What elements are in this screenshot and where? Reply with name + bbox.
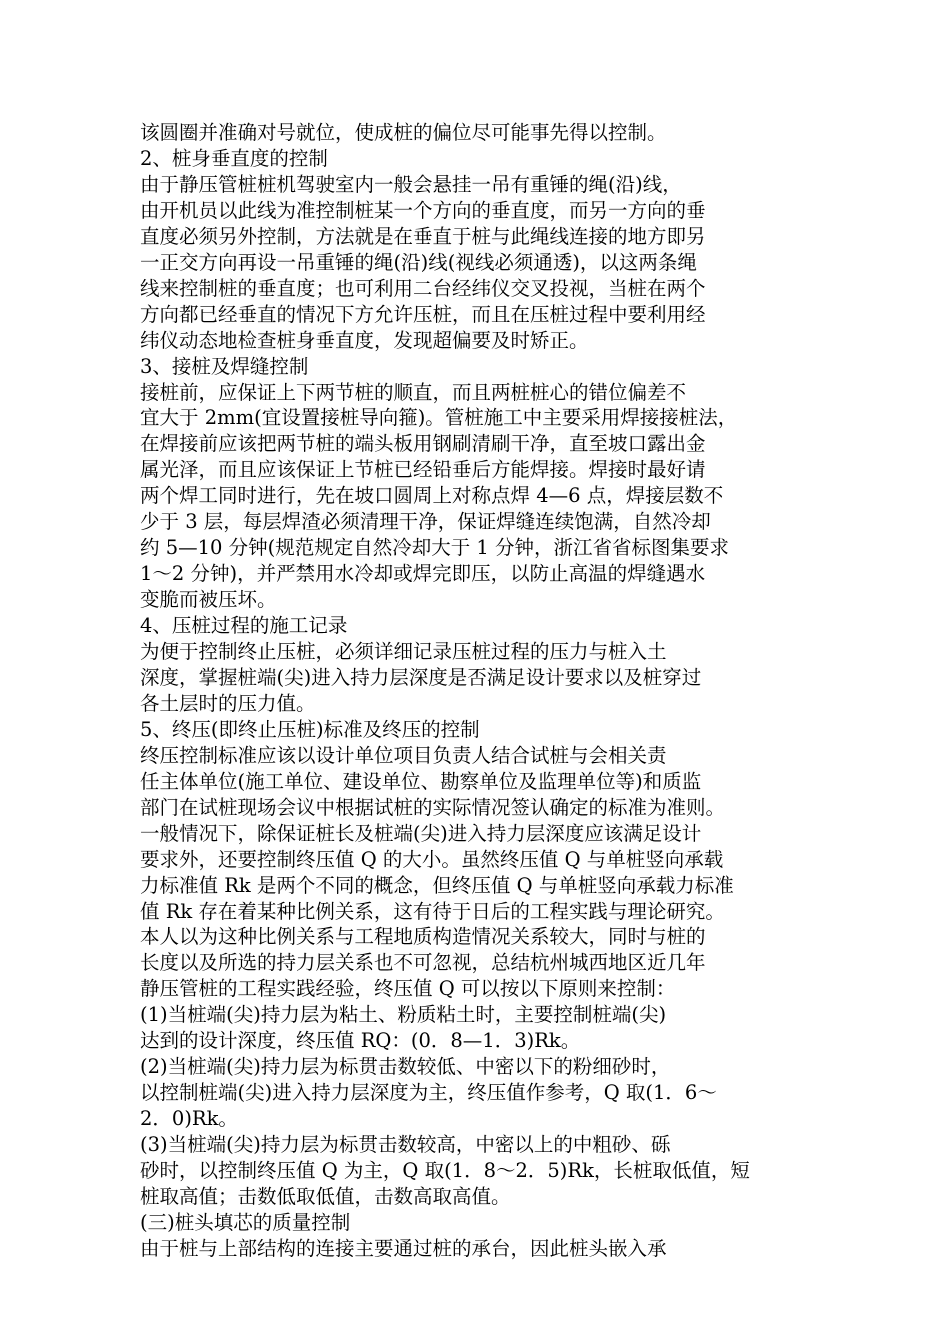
text-line: 本人以为这种比例关系与工程地质构造情况关系较大，同时与桩的: [140, 925, 706, 949]
text-line: 变脆而被压坏。: [140, 588, 277, 612]
text-line: 3、接桩及焊缝控制: [140, 354, 309, 378]
text-line: 一般情况下，除保证桩长及桩端(尖)进入持力层深度应该满足设计: [140, 821, 702, 845]
text-line: 接桩前，应保证上下两节桩的顺直，而且两桩桩心的错位偏差不: [140, 380, 687, 404]
text-line: 在焊接前应该把两节桩的端头板用钢刷清刷干净，直至坡口露出金: [140, 432, 706, 456]
text-line: 静压管桩的工程实践经验，终压值 Q 可以按以下原则来控制：: [140, 977, 676, 1001]
text-line: 2、桩身垂直度的控制: [140, 146, 328, 170]
text-line: 纬仪动态地检查桩身垂直度，发现超偏要及时矫正。: [140, 328, 589, 352]
text-line: 5、终压(即终止压桩)标准及终压的控制: [140, 717, 480, 741]
text-line: 由开机员以此线为准控制桩某一个方向的垂直度，而另一方向的垂: [140, 198, 706, 222]
text-line: (1)当桩端(尖)持力层为粘土、粉质粘土时，主要控制桩端(尖): [140, 1003, 667, 1027]
text-line: 为便于控制终止压桩，必须详细记录压桩过程的压力与桩入土: [140, 640, 667, 663]
text-line: 两个焊工同时进行，先在坡口圆周上对称点焊 4—6 点，焊接层数不: [140, 484, 724, 508]
text-line: 由于静压管桩桩机驾驶室内一般会悬挂一吊有重锤的绳(沿)线，: [140, 172, 682, 196]
text-line: 砂时，以控制终压值 Q 为主，Q 取(1．8～2．5)Rk，长桩取低值，短: [140, 1159, 750, 1182]
text-line: 约 5—10 分钟(规范规定自然冷却大于 1 分钟，浙江省省标图集要求: [140, 536, 730, 560]
text-line: 值 Rk 存在着某种比例关系，这有待于日后的工程实践与理论研究。: [140, 899, 725, 923]
text-line: 各土层时的压力值。: [140, 691, 316, 715]
text-line: 2．0)Rk。: [140, 1107, 238, 1131]
text-line: 任主体单位(施工单位、建设单位、勘察单位及监理单位等)和质监: [140, 769, 702, 793]
text-line: 4、压桩过程的施工记录: [140, 614, 348, 637]
text-line: 方向都已经垂直的情况下方允许压桩，而且在压桩过程中要利用经: [140, 302, 706, 326]
text-line: 一正交方向再设一吊重锤的绳(沿)线(视线必须通透)，以这两条绳: [140, 250, 697, 274]
text-line: 少于 3 层，每层焊渣必须清理干净，保证焊缝连续饱满，自然冷却: [140, 510, 711, 534]
text-line: 力标准值 Rk 是两个不同的概念，但终压值 Q 与单桩竖向承载力标准: [140, 873, 734, 897]
text-line: (3)当桩端(尖)持力层为标贯击数较高，中密以上的中粗砂、砾: [140, 1133, 671, 1156]
text-line: 长度以及所选的持力层关系也不可忽视，总结杭州城西地区近几年: [140, 951, 706, 975]
text-line: 直度必须另外控制，方法就是在垂直于桩与此绳线连接的地方即另: [140, 224, 706, 248]
text-line: 深度，掌握桩端(尖)进入持力层深度是否满足设计要求以及桩穿过: [140, 665, 702, 689]
text-line: 桩取高值；击数低取低值，击数高取高值。: [140, 1185, 511, 1208]
text-line: (2)当桩端(尖)持力层为标贯击数较低、中密以下的粉细砂时，: [140, 1055, 671, 1079]
text-line: 要求外，还要控制终压值 Q 的大小。虽然终压值 Q 与单桩竖向承载: [140, 847, 724, 871]
text-line: 终压控制标准应该以设计单位项目负责人结合试桩与会相关责: [140, 743, 667, 767]
text-line: 达到的设计深度，终压值 RQ：(0．8—1．3)Rk。: [140, 1029, 581, 1053]
text-line: 线来控制桩的垂直度；也可利用二台经纬仪交叉投视，当桩在两个: [140, 276, 706, 300]
text-line: 以控制桩端(尖)进入持力层深度为主，终压值作参考，Q 取(1．6～: [140, 1081, 717, 1105]
text-line: 该圆圈并准确对号就位，使成桩的偏位尽可能事先得以控制。: [140, 121, 667, 144]
text-line: 部门在试桩现场会议中根据试桩的实际情况签认确定的标准为准则。: [140, 795, 726, 819]
text-line: 由于桩与上部结构的连接主要通过桩的承台，因此桩头嵌入承: [140, 1236, 667, 1260]
text-line: 1～2 分钟)，并严禁用水冷却或焊完即压，以防止高温的焊缝遇水: [140, 562, 706, 586]
text-line: 属光泽，而且应该保证上节桩已经铅垂后方能焊接。焊接时最好请: [140, 458, 706, 482]
text-line: 宜大于 2mm(宜设置接桩导向箍)。管桩施工中主要采用焊接接桩法，: [140, 406, 738, 430]
text-line: (三)桩头填芯的质量控制: [140, 1210, 351, 1234]
